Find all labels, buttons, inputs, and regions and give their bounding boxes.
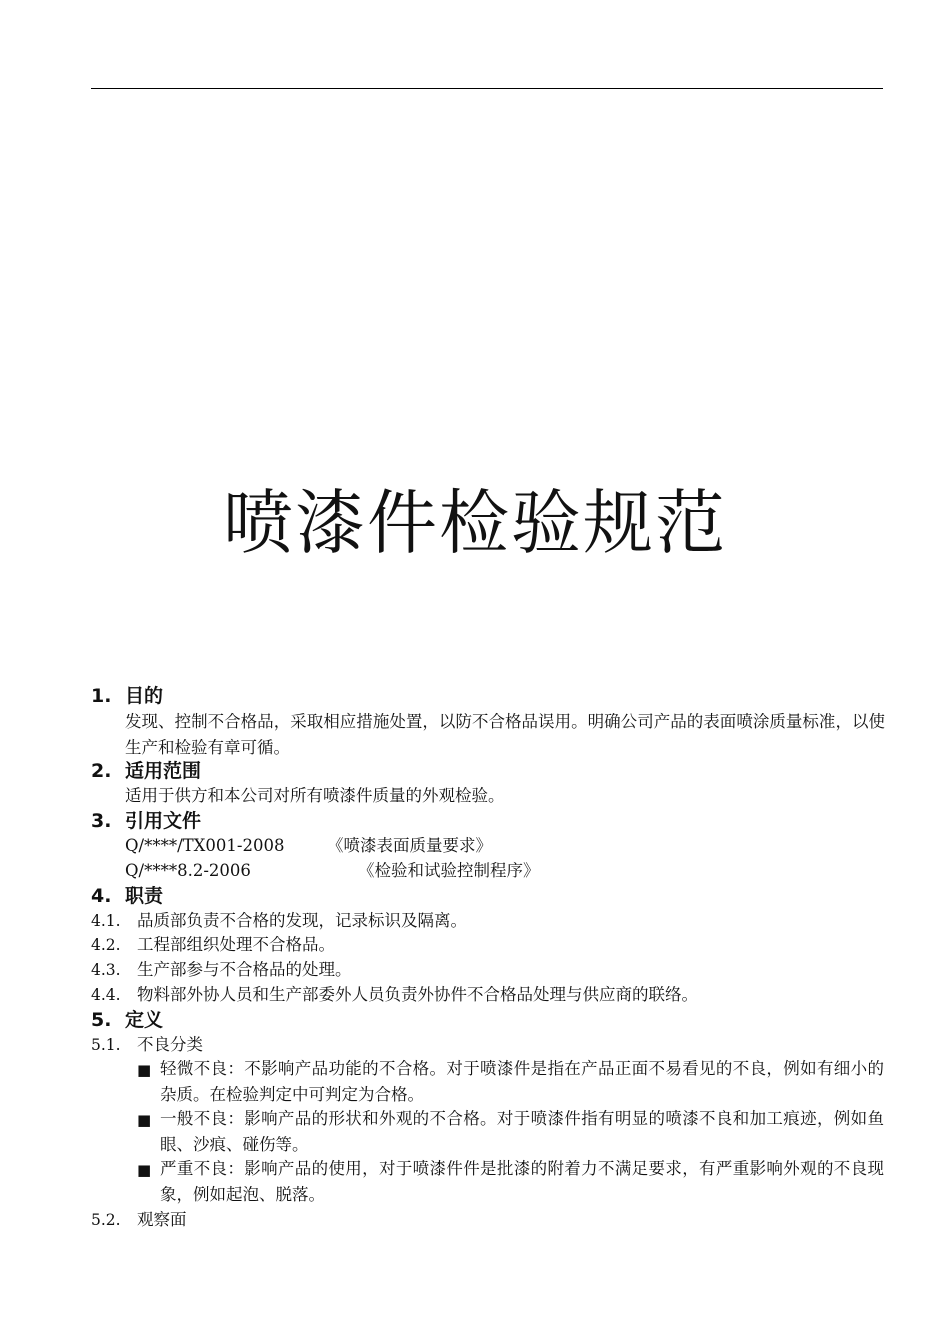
item-5-1-text: 不良分类 (137, 1035, 203, 1054)
bullet-square-icon: ■ (137, 1061, 152, 1079)
bullet-minor-defect: 轻微不良：不影响产品功能的不合格。对于喷漆件是指在产品正面不易看见的不良，例如有细小的杂质。在检验判定中可判定为合格。 (160, 1059, 884, 1104)
item-5-1-number: 5.1. (91, 1036, 121, 1054)
reference-2-code: Q/****8.2-2006 (125, 861, 251, 880)
bullet-square-icon: ■ (137, 1111, 152, 1129)
section-1-number: 1. (91, 685, 112, 707)
item-4-4-text: 物料部外协人员和生产部委外人员负责外协件不合格品处理与供应商的联络。 (137, 985, 698, 1004)
item-4-1-text: 品质部负责不合格的发现，记录标识及隔离。 (137, 911, 467, 930)
section-3-number: 3. (91, 810, 112, 832)
section-2-text: 适用于供方和本公司对所有喷漆件质量的外观检验。 (125, 786, 505, 805)
reference-2-name: 《检验和试验控制程序》 (358, 861, 540, 880)
item-4-1-number: 4.1. (91, 912, 121, 930)
bullet-serious-defect: 严重不良：影响产品的使用，对于喷漆件件是批漆的附着力不满足要求，有严重影响外观的不良现象，例如起泡、脱落。 (160, 1159, 884, 1204)
bullet-general-defect: 一般不良：影响产品的形状和外观的不合格。对于喷漆件指有明显的喷漆不良和加工痕迹，例如鱼眼、沙痕、碰伤等。 (160, 1109, 884, 1154)
section-4-number: 4. (91, 885, 112, 907)
item-4-2-text: 工程部组织处理不合格品。 (137, 935, 335, 954)
section-3-heading: 引用文件 (125, 810, 202, 832)
document-title: 喷漆件检验规范 (223, 482, 727, 564)
item-5-2-number: 5.2. (91, 1211, 121, 1229)
item-4-2-number: 4.2. (91, 936, 121, 954)
section-1-heading: 目的 (125, 685, 164, 707)
section-5-heading: 定义 (125, 1009, 164, 1031)
item-4-4-number: 4.4. (91, 986, 121, 1004)
section-2-number: 2. (91, 760, 112, 782)
reference-1-name: 《喷漆表面质量要求》 (327, 836, 492, 855)
item-4-3-text: 生产部参与不合格品的处理。 (137, 960, 352, 979)
section-5-number: 5. (91, 1009, 112, 1031)
item-4-3-number: 4.3. (91, 961, 121, 979)
reference-1-code: Q/****/TX001-2008 (125, 836, 285, 855)
section-1-text: 发现、控制不合格品，采取相应措施处置，以防不合格品误用。明确公司产品的表面喷涂质量标准，以使生产和检验有章可循。 (125, 712, 885, 757)
section-2-heading: 适用范围 (125, 760, 202, 782)
item-5-2-text: 观察面 (137, 1210, 187, 1229)
bullet-square-icon: ■ (137, 1161, 152, 1179)
section-4-heading: 职责 (125, 885, 164, 907)
header-rule (91, 88, 883, 89)
